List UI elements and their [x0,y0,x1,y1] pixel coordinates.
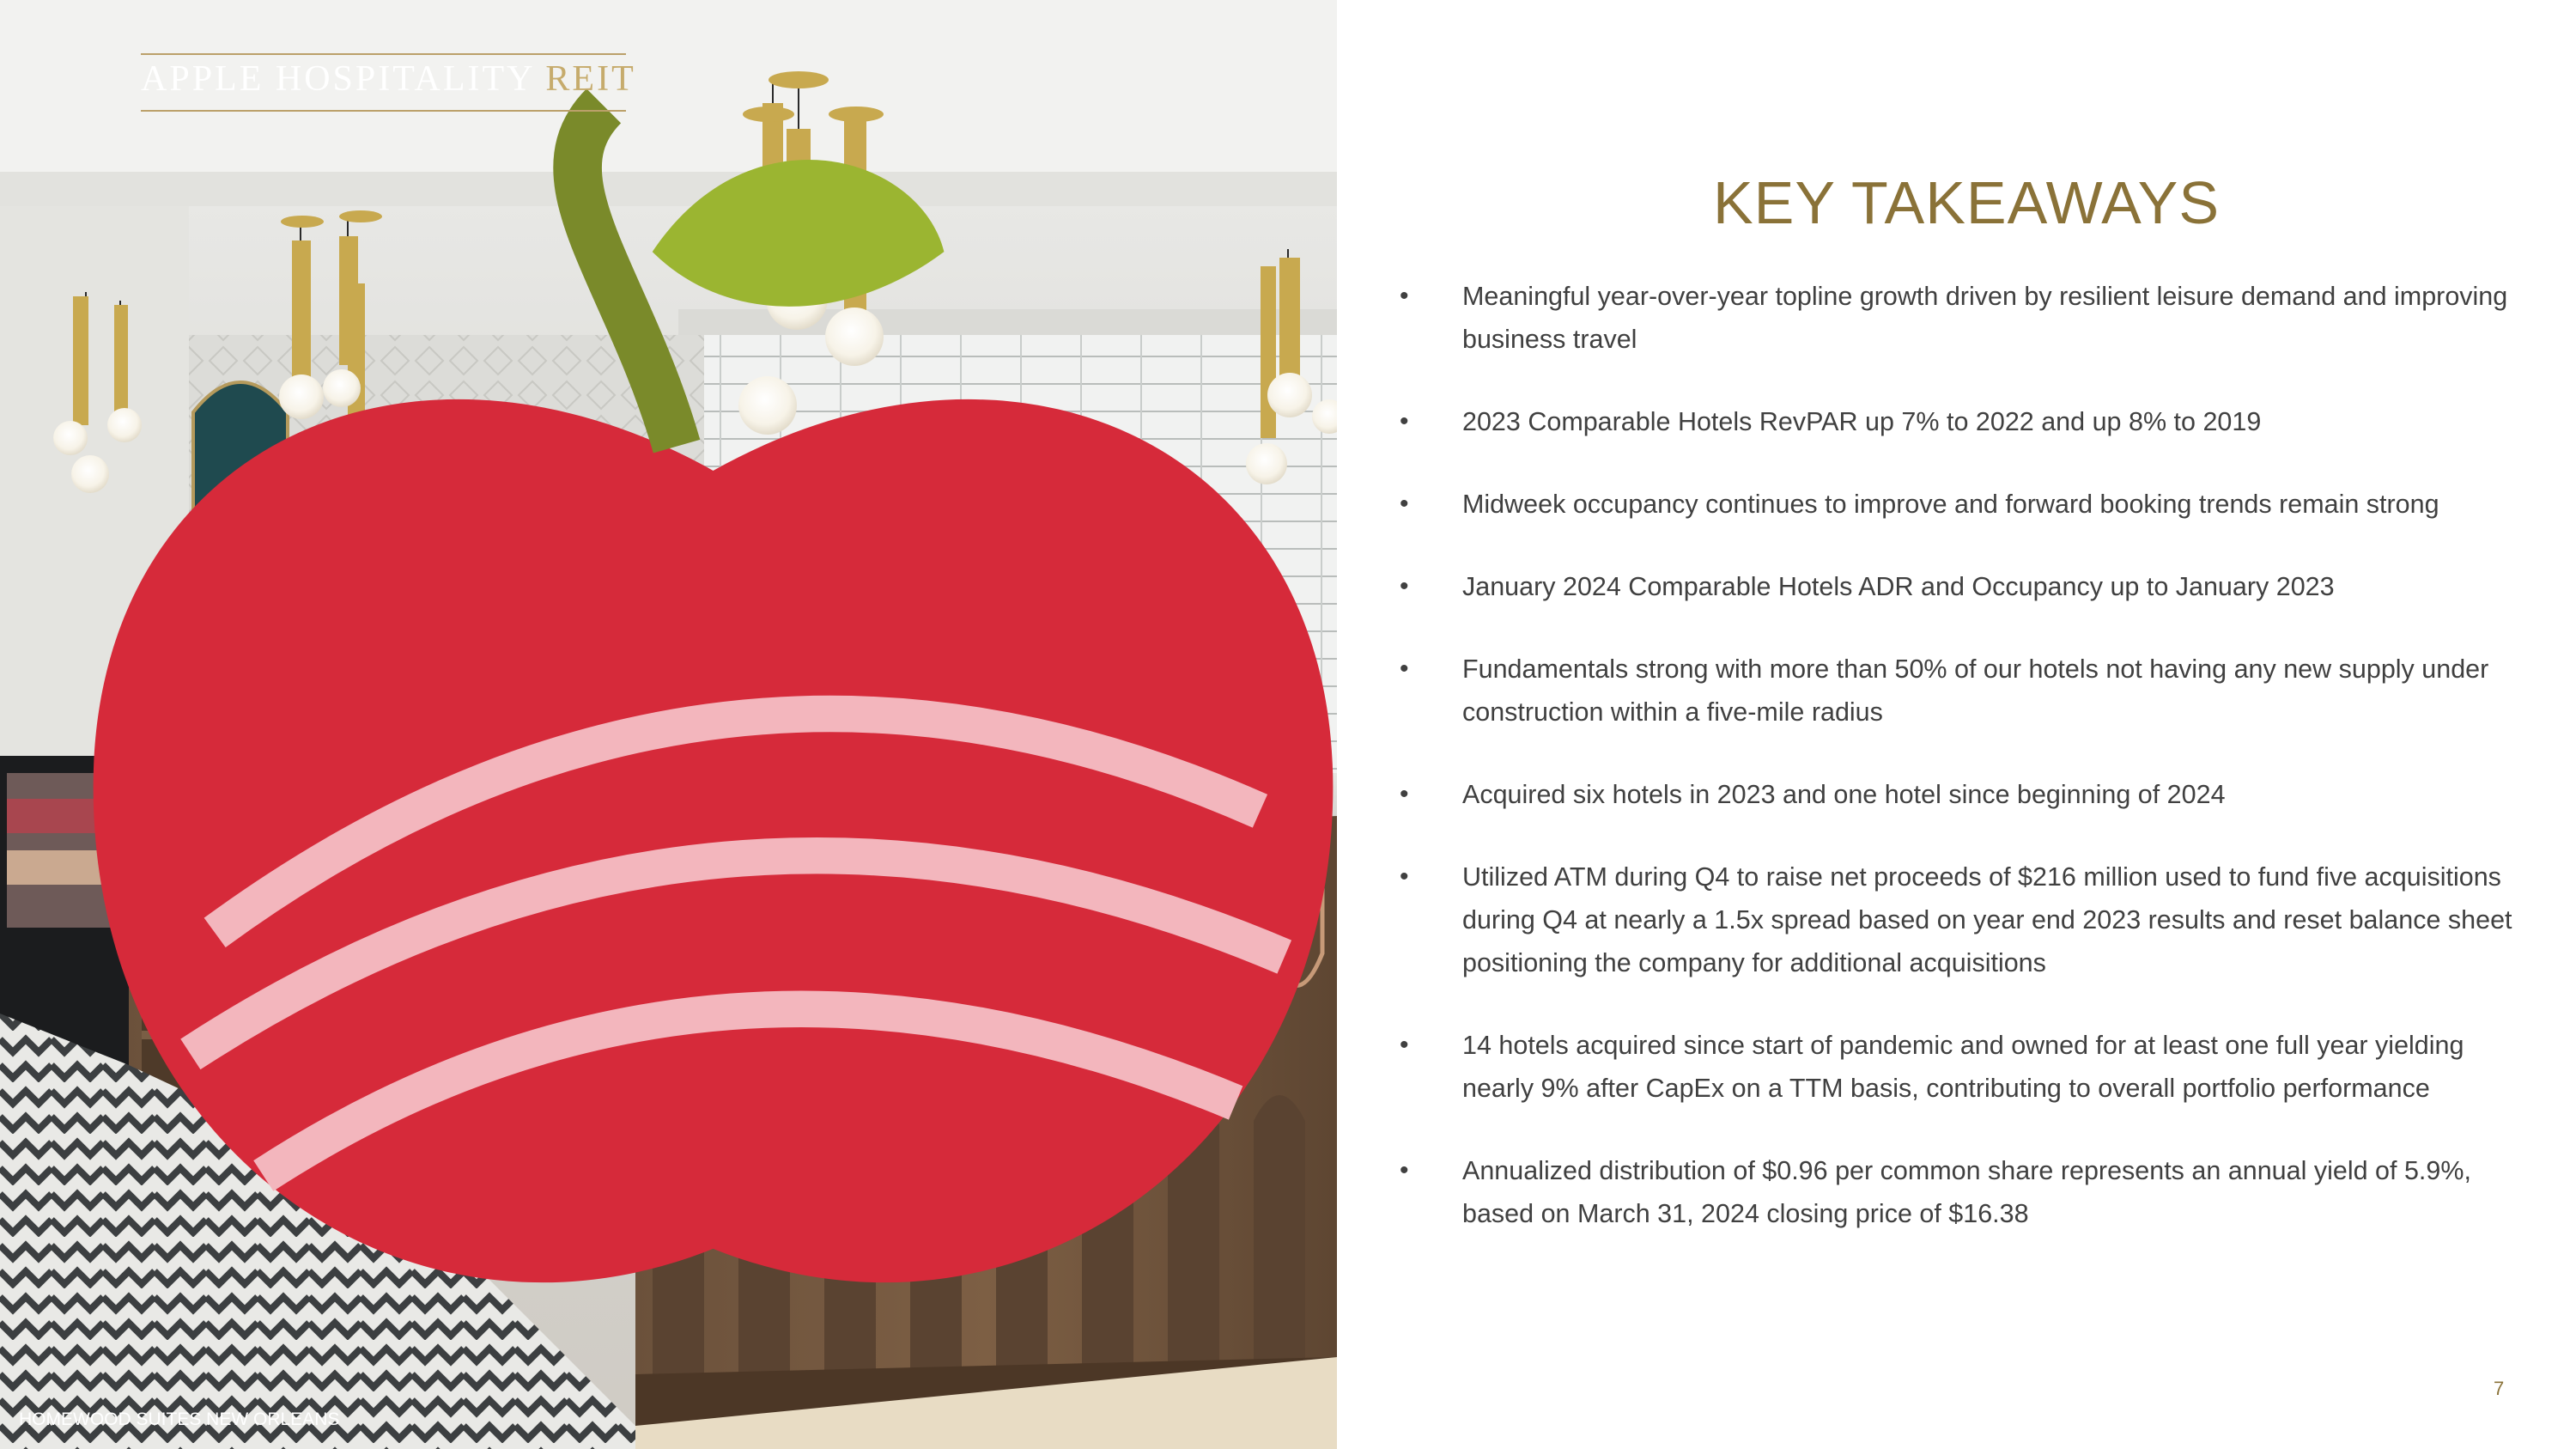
list-item [1400,1149,2516,1235]
list-item [1400,400,2516,443]
bullet-text: 14 hotels acquired since start of pandemic and owned for at least one full year yielding nearly 9% after CapEx on a TTM basis, contributing to overall portfolio performance [1462,1031,2464,1103]
logo-rule-bottom [141,110,626,112]
logo-wordmark [141,58,636,100]
bullet-text: Meaningful year-over-year topline growth driven by resilient leisure demand and improving business travel [1462,282,2508,354]
bullet-marker: • [1400,862,1409,891]
list-item [1400,1024,2516,1110]
bullet-marker: • [1400,654,1409,683]
logo-suffix: REIT [545,59,636,99]
list-item [1400,275,2516,361]
apple-logo-icon [45,26,1337,1449]
bullet-marker: • [1400,407,1409,435]
logo-rule-top [141,53,626,55]
list-item [1400,648,2516,734]
bullet-text: Acquired six hotels in 2023 and one hotel since beginning of 2024 [1462,780,2226,809]
photo-caption: HOMEWOOD SUITES NEW ORLEANS [19,1409,340,1429]
bullet-marker: • [1400,490,1409,518]
bullet-marker: • [1400,1031,1409,1059]
bullet-text: January 2024 Comparable Hotels ADR and Occupancy up to January 2023 [1462,572,2335,601]
bullet-marker: • [1400,282,1409,310]
slide-title: KEY TAKEAWAYS [1712,169,2221,236]
page-number: 7 [2494,1378,2505,1399]
bullet-marker: • [1400,1156,1409,1184]
takeaways-list [1400,275,2516,1275]
bullet-text: Annualized distribution of $0.96 per common share represents an annual yield of 5.9%, based on March 31, 2024 closing price of $16.38 [1462,1156,2471,1228]
bullet-text: Fundamentals strong with more than 50% of our hotels not having any new supply under construction within a five-mile radius [1462,654,2489,727]
list-item [1400,773,2516,816]
bullet-text: Utilized ATM during Q4 to raise net proceeds of $216 million used to fund five acquisitions during Q4 at nearly a 1.5x spread based on year end 2023 results and reset balance sheet positioning the company for additional acquisitions [1462,862,2512,977]
logo-brand: APPLE HOSPITALITY [141,59,534,99]
list-item [1400,483,2516,526]
company-logo [45,26,636,120]
list-item [1400,565,2516,608]
bullet-marker: • [1400,572,1409,600]
list-item [1400,855,2516,984]
bullet-text: Midweek occupancy continues to improve and forward booking trends remain strong [1462,490,2439,519]
bullet-marker: • [1400,780,1409,808]
bullet-text: 2023 Comparable Hotels RevPAR up 7% to 2022 and up 8% to 2019 [1462,407,2262,436]
